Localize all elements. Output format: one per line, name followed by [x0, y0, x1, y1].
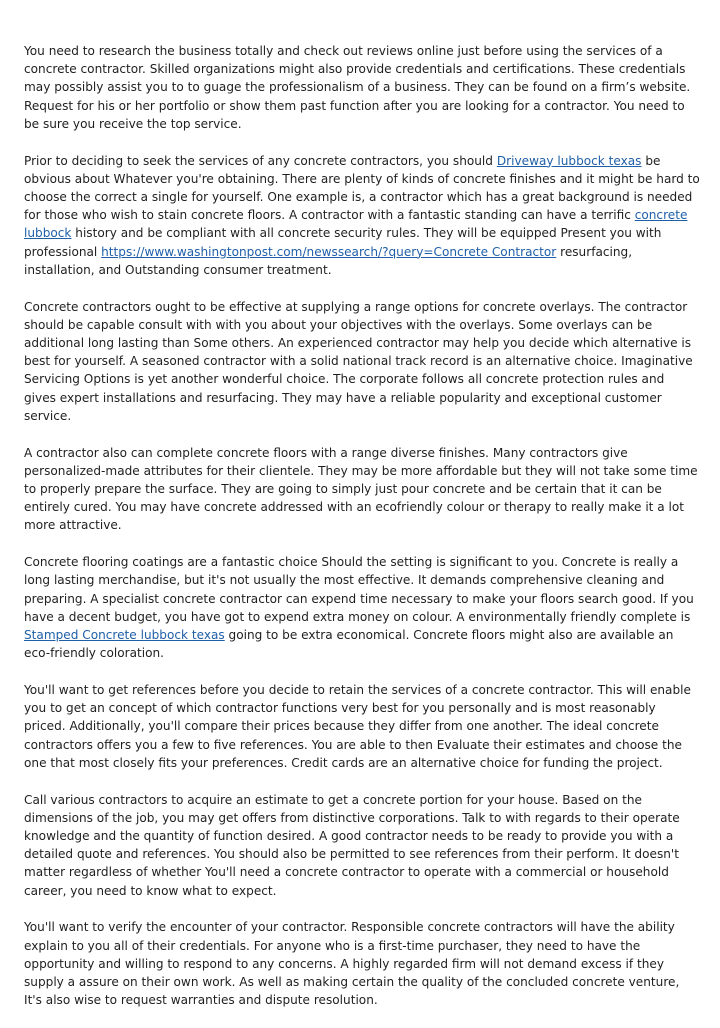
paragraph-verify-experience: You'll want to verify the encounter of your contractor. Responsible concrete contractors will have the ability explain to you all of their credentials. For anyone who is a first-time purchaser, they need to have the opportunity and willing to respond to any concerns. A highly regarded firm will not demand excess if they supply a assure on their own work. As well as making certain the quality of the concluded concrete venture, It's also wise to request warranties and dispute resolution.: [24, 920, 680, 1008]
paragraph-text: Concrete flooring coatings are a fantastic choice Should the setting is significant to you. Concrete is really a long lasting merchandise, but it's not usually the most effective. It demands comprehensive cleaning and preparing. A specialist concrete contractor can expend time necessary to make your floors search good. If you have a decent budget, you have got to expend extra money on colour. A environmentally friendly complete is: [24, 555, 694, 624]
paragraph-text: going to be extra economical. Concrete floors might also are available an eco-friendly coloration.: [24, 628, 674, 661]
stamped-concrete-lubbock-texas-link[interactable]: Stamped Concrete lubbock texas: [24, 628, 225, 643]
paragraph-text: be obvious about Whatever you're obtaining. There are plenty of kinds of concrete finishes and it might be hard to choose the correct a single for yourself. One example is, a contractor which has a great background is needed for those who wish to stain concrete floors. A contractor with a fantastic standing can have a terrific: [24, 153, 700, 223]
paragraph-references: You'll want to get references before you decide to retain the services of a concrete contractor. This will enable you to get an concept of which contractor functions very best for you personally and is most reasonably priced. Additionally, you'll compare their prices because they differ from one another. The ideal concrete contractors offers you a few to five references. You are able to then Evaluate their estimates and choose the one that most closely fits your preferences. Credit cards are an alternative choice for funding the project.: [24, 683, 691, 770]
paragraph-text: Prior to deciding to seek the services of any concrete contractors, you should: [24, 153, 497, 168]
paragraph-before-hiring: [24, 152, 700, 279]
paragraph-text: history and be compliant with all concrete security rules. They will be equipped Present you with professional: [24, 226, 662, 259]
paragraph-estimates: Call various contractors to acquire an estimate to get a concrete portion for your house. Based on the dimensions of the job, you may get offers from distinctive corporations. Talk to with regards to their operate knowledge and the quantity of function desired. A good contractor needs to be ready to provide you with a detailed quote and references. You should also be permitted to see references from their perform. It doesn't matter regardless of whether You'll need a concrete contractor to operate with a commercial or household career, you need to know what to expect.: [24, 792, 680, 898]
paragraph-flooring-coatings: [24, 553, 700, 662]
driveway-lubbock-texas-link[interactable]: Driveway lubbock texas: [496, 153, 642, 168]
paragraph-floor-finishes: A contractor also can complete concrete floors with a range diverse finishes. Many contractors give personalized-made attributes for their clientele. They may be more affordable but they will not take some time to properly prepare the surface. They are going to simply just pour concrete and be certain that it can be entirely cured. You may have concrete addressed with an ecofriendly colour or therapy to really make it a lot more attractive.: [24, 445, 698, 533]
paragraph-research-business: You need to research the business totally and check out reviews online just before using the services of a concrete contractor. Skilled organizations might also provide credentials and certifications. These credentials may possibly assist you to to guage the professionalism of a business. They can be found on a firm’s website. Request for his or her portfolio or show them past function after you are looking for a contractor. You need to be sure you receive the top service.: [24, 44, 691, 131]
concrete-lubbock-link[interactable]: concrete lubbock: [24, 208, 688, 241]
article-body: [24, 42, 700, 1028]
washingtonpost-search-link[interactable]: https://www.washingtonpost.com/newssearch/?query=Concrete Contractor: [101, 244, 557, 259]
paragraph-overlays: Concrete contractors ought to be effective at supplying a range options for concrete overlays. The contractor should be capable consult with with you about your objectives with the overlays. Some overlays can be additional long lasting than Some others. An experienced contractor may help you decide which alternative is best for yourself. A seasoned contractor with a solid national track record is an alternative choice. Imaginative Servicing Options is yet another wonderful choice. The corporate follows all concrete protection rules and gives expert installations and resurfacing. They may have a reliable popularity and exceptional customer service.: [24, 299, 693, 423]
paragraph-text: resurfacing, installation, and Outstanding consumer treatment.: [24, 244, 633, 277]
